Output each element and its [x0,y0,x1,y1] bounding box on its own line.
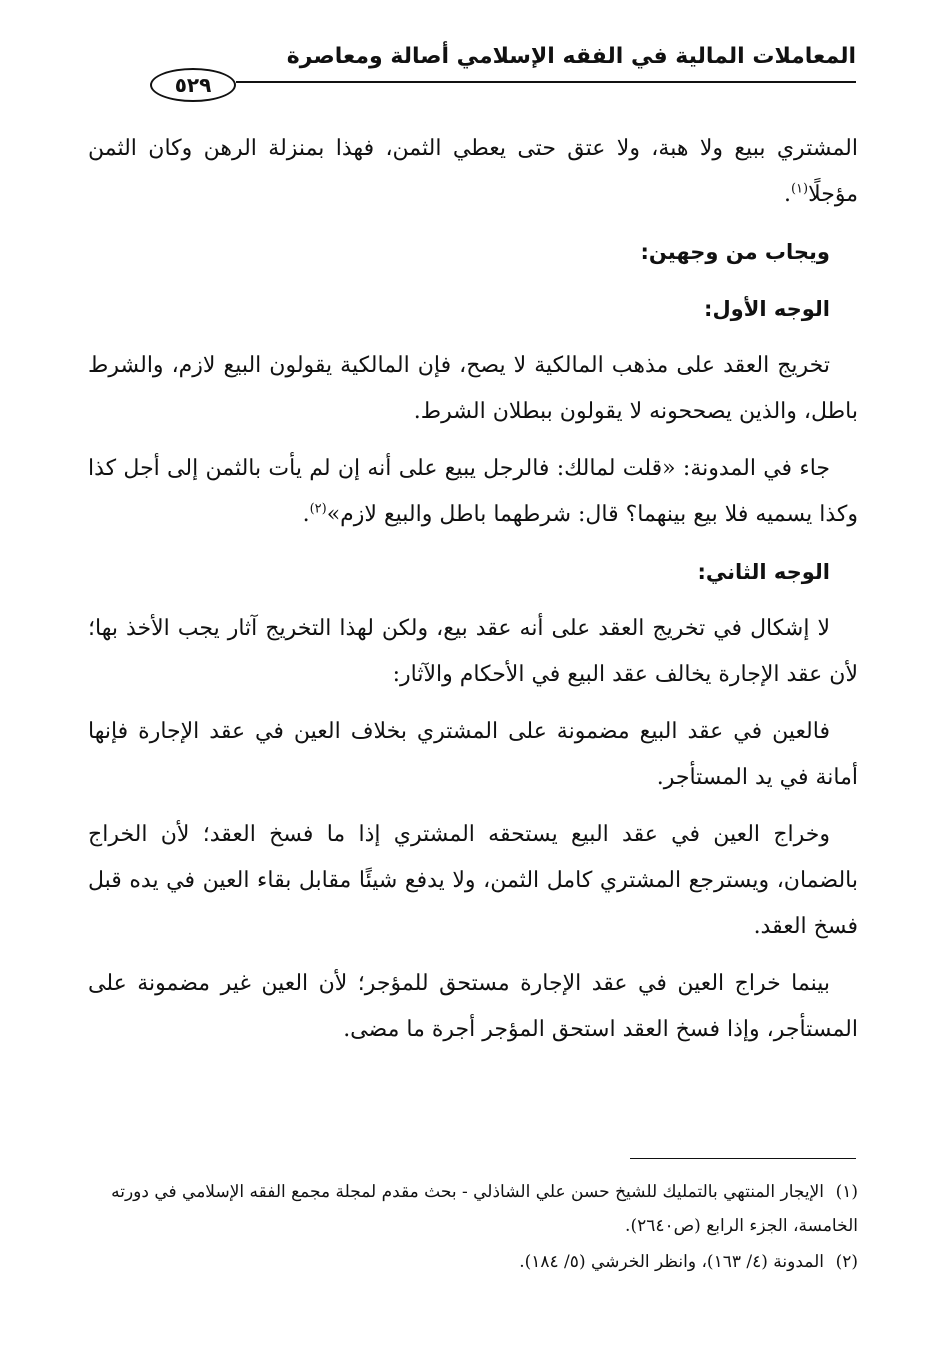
paragraph-text: جاء في المدونة: «قلت لمالك: فالرجل يبيع على أنه إن لم يأت بالثمن إلى أجل كذا وكذا يسميه فلا بيع بينهما؟ قال: شرطهما باطل والبيع لازم» [88,456,858,527]
header-rule [236,81,856,83]
paragraph-text: المشتري ببيع ولا هبة، ولا عتق حتى يعطي الثمن، فهذا بمنزلة الرهن وكان الثمن مؤجلًا [88,136,858,207]
paragraph-continued [88,126,858,218]
paragraph-end: . [783,182,791,207]
footnote-ref-1: (١) [790,181,809,197]
footnote-2 [88,1245,858,1279]
page-number: ٥٢٩ [150,68,236,102]
footnote-number: (١) [835,1182,858,1202]
paragraph-end: . [302,502,310,527]
footnote-number: (٢) [835,1252,858,1272]
footnote-text: المدونة (٤/ ١٦٣)، وانظر الخرشي (٥/ ١٨٤). [519,1252,824,1272]
paragraph: لا إشكال في تخريج العقد على أنه عقد بيع، ولكن لهذا التخريج آثار يجب الأخذ بها؛ لأن عقد الإجارة يخالف عقد البيع في الأحكام والآثار: [88,616,858,687]
page-header [88,40,856,110]
running-title: المعاملات المالية في الفقه الإسلامي أصالة ومعاصرة [286,44,856,69]
footnote-text: الإيجار المنتهي بالتمليك للشيخ حسن علي الشاذلي - بحث مقدم لمجلة مجمع الفقه الإسلامي في دورته الخامسة، الجزء الرابع (ص٢٦٤٠). [111,1182,858,1236]
paragraph: تخريج العقد على مذهب المالكية لا يصح، فإن المالكية يقولون البيع لازم، والشرط باطل، والذين يصححونه لا يقولون ببطلان الشرط. [88,353,858,424]
paragraph-quote [88,446,858,538]
paragraph: فالعين في عقد البيع مضمونة على المشتري بخلاف العين في عقد الإجارة فإنها أمانة في يد المستأجر. [88,719,858,790]
heading-two-answers: ويجاب من وجهين: [640,240,830,264]
main-text [88,126,858,1064]
paragraph: وخراج العين في عقد البيع يستحقه المشتري إذا ما فسخ العقد؛ لأن الخراج بالضمان، ويسترجع المشتري كامل الثمن، ولا يدفع شيئًا مقابل بقاء العين في يده قبل فسخ العقد. [88,822,858,939]
heading-second-aspect: الوجه الثاني: [697,560,830,584]
paragraph: بينما خراج العين في عقد الإجارة مستحق للمؤجر؛ لأن العين غير مضمونة على المستأجر، وإذا فسخ العقد استحق المؤجر أجرة ما مضى. [88,971,858,1042]
footnote-ref-2: (٢) [309,501,327,517]
footnote-1 [88,1175,858,1243]
footnote-separator [630,1158,856,1159]
footnotes [88,1175,858,1281]
heading-first-aspect: الوجه الأول: [704,297,830,321]
